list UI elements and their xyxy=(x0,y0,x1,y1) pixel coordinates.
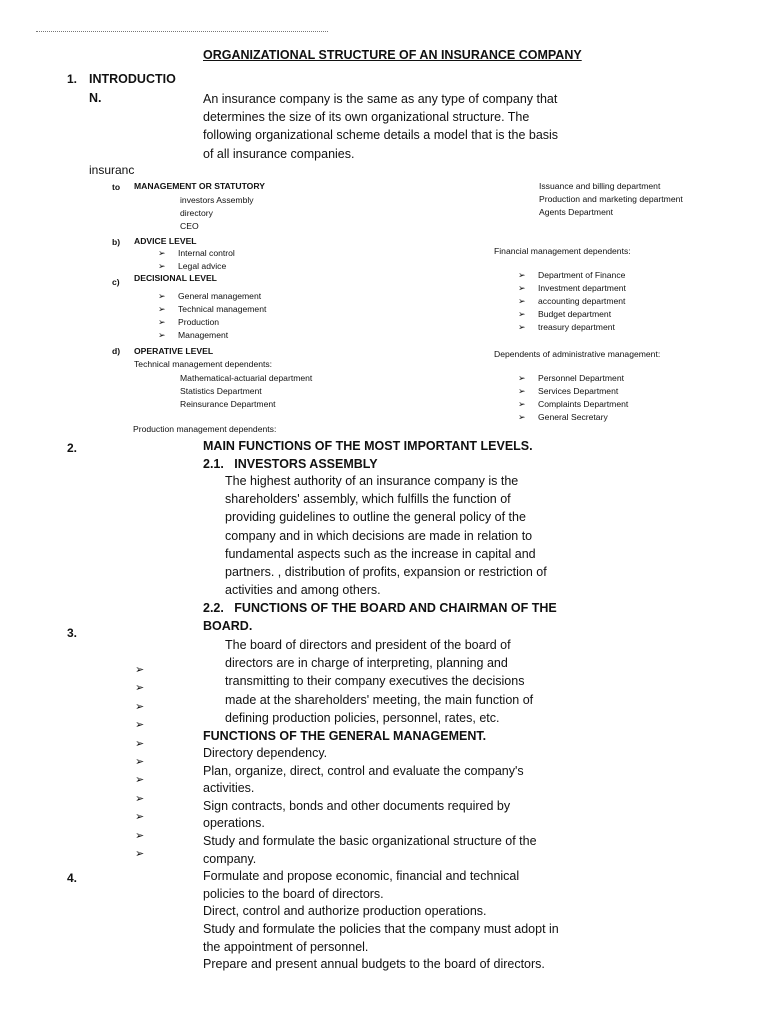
list-item: directory xyxy=(180,208,213,218)
arrow-icon: ➢ xyxy=(135,664,145,676)
list-item: Study and formulate the basic organizational structure of the company. xyxy=(203,833,537,866)
arrow-icon: ➢ xyxy=(158,261,166,271)
list-item: Formulate and propose economic, financial and technical policies to the board of directors. xyxy=(203,869,520,901)
arrow-icon: ➢ xyxy=(518,283,526,293)
list-item: investors Assembly xyxy=(180,195,254,205)
production-heading: Production management dependents: xyxy=(133,424,277,434)
arrow-icon: ➢ xyxy=(518,322,526,332)
list-item: ➢ Internal control xyxy=(158,248,235,258)
investors-assembly-paragraph xyxy=(225,472,547,599)
arrow-icon: ➢ xyxy=(135,829,145,842)
board-paragraph xyxy=(225,636,533,727)
admin-list xyxy=(518,372,628,424)
arrow-icon: ➢ xyxy=(518,373,526,383)
general-management-functions xyxy=(203,745,563,974)
subsection-2-2-heading: 2.2. FUNCTIONS OF THE BOARD AND CHAIRMAN OF THE xyxy=(203,601,557,615)
list-item: Prepare and present annual budgets to the board of directors. xyxy=(203,957,545,972)
section-1-heading-cont: N. xyxy=(89,91,102,105)
arrow-icon: ➢ xyxy=(158,291,166,301)
list-item: Statistics Department xyxy=(180,386,262,396)
arrow-icon xyxy=(158,342,178,344)
list-item: Production and marketing department xyxy=(539,194,683,204)
list-item: ➢ Personnel Department xyxy=(518,373,624,383)
list-item: ➢ Management xyxy=(158,330,229,340)
list-item: ➢ Department of Finance xyxy=(518,270,626,280)
arrow-icon: ➢ xyxy=(135,682,145,695)
section-3-heading: FUNCTIONS OF THE GENERAL MANAGEMENT. xyxy=(203,729,487,743)
level-c-label: DECISIONAL LEVEL xyxy=(134,273,217,283)
intro-line: determines the size of its own organizational structure. The xyxy=(203,110,530,125)
list-item: Issuance and billing department xyxy=(539,181,661,191)
list-item: Directory dependency. xyxy=(203,746,328,760)
level-b-label: ADVICE LEVEL xyxy=(134,236,197,246)
list-item: ➢ General management xyxy=(158,291,262,301)
level-c-marker: c) xyxy=(112,277,120,287)
arrow-icon: ➢ xyxy=(135,719,145,732)
arrow-icon: ➢ xyxy=(518,309,526,319)
paragraph-line: fundamental aspects such as the increase in capital and xyxy=(225,546,536,561)
financial-list xyxy=(518,269,626,334)
paragraph-line: defining production policies, personnel, rates, etc. xyxy=(225,710,500,725)
arrow-icon: ➢ xyxy=(135,756,145,769)
section-2-heading: MAIN FUNCTIONS OF THE MOST IMPORTANT LEVELS. xyxy=(203,439,533,453)
list-item: ➢ Technical management xyxy=(158,304,267,314)
arrow-icon: ➢ xyxy=(135,792,145,805)
paragraph-line: The board of directors and president of the board of xyxy=(225,638,511,652)
arrow-icon: ➢ xyxy=(135,700,145,713)
level-d-marker: d) xyxy=(112,346,121,356)
technical-list xyxy=(180,372,312,411)
paragraph-line: made at the shareholders' meeting, the main function of xyxy=(225,692,534,707)
section-4-number: 4. xyxy=(67,871,78,885)
paragraph-line: shareholders' assembly, which fulfills the function of xyxy=(225,492,511,507)
intro-line: following organizational scheme details a model that is the basis xyxy=(203,128,559,143)
arrow-icon: ➢ xyxy=(135,848,145,861)
section-3-number: 3. xyxy=(67,626,78,640)
paragraph-line: directors are in charge of interpreting, planning and xyxy=(225,656,508,671)
paragraph-line: The highest authority of an insurance company is the xyxy=(225,474,519,488)
header-dotted-rule xyxy=(36,31,328,32)
list-item: ➢ Budget department xyxy=(518,309,612,319)
level-b-list xyxy=(158,247,235,273)
list-item: ➢ Legal advice xyxy=(158,261,227,271)
level-d-label: OPERATIVE LEVEL xyxy=(134,346,214,356)
list-item: ➢ Complaints Department xyxy=(518,399,629,409)
technical-heading: Technical management dependents: xyxy=(134,359,273,369)
arrow-icon: ➢ xyxy=(518,296,526,306)
level-c-list-clip xyxy=(158,290,338,344)
admin-heading: Dependents of administrative management: xyxy=(494,349,661,359)
arrow-icon: ➢ xyxy=(518,412,526,422)
financial-heading: Financial management dependents: xyxy=(494,246,631,256)
arrow-icon: ➢ xyxy=(158,330,166,340)
arrow-icon: ➢ xyxy=(518,399,526,409)
list-item: Sign contracts, bonds and other documents required by operations. xyxy=(203,798,511,831)
arrow-icon: ➢ xyxy=(158,317,166,327)
section-1-number: 1. xyxy=(67,72,78,86)
subsection-2-1-heading: 2.1. INVESTORS ASSEMBLY xyxy=(203,457,378,471)
intro-line: of all insurance companies. xyxy=(203,146,355,161)
list-item: Plan, organize, direct, control and evaluate the company's activities. xyxy=(203,763,524,796)
function-arrow-column xyxy=(135,661,144,863)
list-item: Study and formulate the policies that the company must adopt in the appointment of personnel. xyxy=(203,921,559,954)
list-item: ➢ Production xyxy=(158,317,220,327)
level-a-label: MANAGEMENT OR STATUTORY xyxy=(134,181,265,191)
intro-paragraph xyxy=(203,90,558,163)
section-1-heading: INTRODUCTIO xyxy=(89,72,176,86)
paragraph-line: partners. , distribution of profits, expansion or restriction of xyxy=(225,565,547,580)
truncated-word: insuranc xyxy=(89,163,135,177)
list-item: Mathematical-actuarial department xyxy=(180,373,313,383)
section-2-number: 2. xyxy=(67,441,78,455)
level-c-list xyxy=(158,290,266,344)
subsection-2-2-heading-cont: BOARD. xyxy=(203,619,253,633)
right-top-list xyxy=(539,180,683,219)
arrow-icon: ➢ xyxy=(518,270,526,280)
paragraph-line: providing guidelines to outline the general policy of the xyxy=(225,510,526,525)
document-title: ORGANIZATIONAL STRUCTURE OF AN INSURANCE COMPANY xyxy=(203,48,582,62)
arrow-icon: ➢ xyxy=(518,386,526,396)
paragraph-line: company and in which decisions are made in relation to xyxy=(225,528,533,543)
list-item: Agents Department xyxy=(539,207,614,217)
list-item: Direct, control and authorize production operations. xyxy=(203,904,487,919)
list-item: CEO xyxy=(180,221,199,231)
list-item: ➢ Services Department xyxy=(518,386,619,396)
arrow-icon: ➢ xyxy=(135,811,145,824)
list-item: ➢ General Secretary xyxy=(518,412,608,422)
level-b-marker: b) xyxy=(112,237,121,247)
list-item xyxy=(158,342,266,344)
list-item: Reinsurance Department xyxy=(180,399,276,409)
list-item: ➢ accounting department xyxy=(518,296,626,306)
paragraph-line: transmitting to their company executives the decisions xyxy=(225,674,525,689)
arrow-icon: ➢ xyxy=(135,737,145,750)
intro-line: An insurance company is the same as any type of company that xyxy=(203,92,558,106)
list-item: ➢ Investment department xyxy=(518,283,626,293)
arrow-icon: ➢ xyxy=(135,774,145,787)
paragraph-line: activities and among others. xyxy=(225,583,381,598)
arrow-icon: ➢ xyxy=(158,248,166,258)
level-a-list xyxy=(180,194,254,233)
list-item: ➢ treasury department xyxy=(518,322,615,332)
arrow-icon: ➢ xyxy=(158,304,166,314)
level-a-marker: to xyxy=(112,182,121,192)
